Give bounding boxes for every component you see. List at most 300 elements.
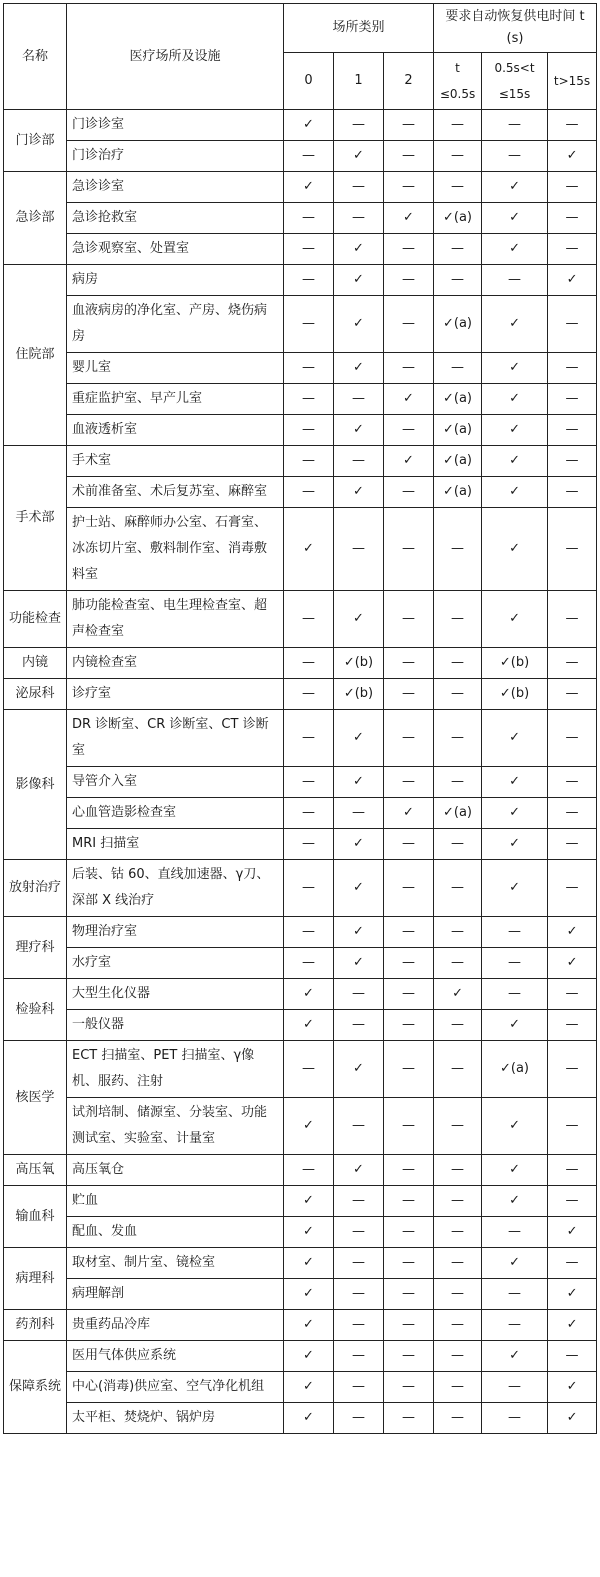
header-class-0: 0 [284,53,334,110]
mark-cell: — [434,110,482,141]
mark-cell: ✓ [482,1186,548,1217]
facility-name: 门诊治疗 [67,141,284,172]
mark-cell: — [384,1098,434,1155]
mark-cell: — [334,1310,384,1341]
mark-cell: ✓ [482,798,548,829]
mark-cell: — [284,648,334,679]
mark-cell: ✓ [284,508,334,591]
mark-cell: — [284,917,334,948]
department-name: 保障系统 [4,1341,67,1434]
mark-cell: — [384,979,434,1010]
facility-name: 取材室、制片室、镜检室 [67,1248,284,1279]
mark-cell: — [384,415,434,446]
facility-name: MRI 扫描室 [67,829,284,860]
mark-cell: ✓ [334,296,384,353]
mark-cell: — [434,353,482,384]
mark-cell: ✓ [334,234,384,265]
mark-cell: — [284,265,334,296]
mark-cell: — [384,477,434,508]
mark-cell: — [548,829,597,860]
mark-cell: — [284,710,334,767]
facility-name: 婴儿室 [67,353,284,384]
table-row [4,1403,597,1434]
department-name: 放射治疗 [4,860,67,917]
mark-cell: — [384,1010,434,1041]
mark-cell: — [284,1155,334,1186]
mark-cell: — [384,265,434,296]
mark-cell: — [334,1248,384,1279]
table-row [4,1279,597,1310]
mark-cell: — [334,1372,384,1403]
mark-cell: — [434,1279,482,1310]
mark-cell: ✓ [334,948,384,979]
mark-cell: — [284,384,334,415]
mark-cell: ✓ [482,384,548,415]
mark-cell: ✓ [482,415,548,446]
table-row [4,1310,597,1341]
table-row [4,1248,597,1279]
mark-cell: ✓ [482,591,548,648]
mark-cell: — [384,1341,434,1372]
table-row [4,384,597,415]
mark-cell: — [334,508,384,591]
mark-cell: — [434,1310,482,1341]
mark-cell: — [384,767,434,798]
mark-cell: — [334,1010,384,1041]
facility-name: 导管介入室 [67,767,284,798]
mark-cell: ✓ [434,979,482,1010]
mark-cell: — [434,829,482,860]
mark-cell: — [482,1372,548,1403]
mark-cell: ✓ [482,1098,548,1155]
facility-name: 一般仪器 [67,1010,284,1041]
table-row [4,979,597,1010]
mark-cell: — [384,296,434,353]
mark-cell: ✓ [482,477,548,508]
mark-cell: ✓ [548,948,597,979]
facility-name: 心血管造影检查室 [67,798,284,829]
department-name: 泌尿科 [4,679,67,710]
mark-cell: — [548,979,597,1010]
mark-cell: ✓ [548,1279,597,1310]
mark-cell: — [384,860,434,917]
table-row [4,203,597,234]
mark-cell: — [384,1372,434,1403]
mark-cell: — [548,1186,597,1217]
mark-cell: ✓ [284,1372,334,1403]
mark-cell: ✓ [384,446,434,477]
mark-cell: ✓ [284,1248,334,1279]
mark-cell: — [384,508,434,591]
mark-cell: — [434,1041,482,1098]
mark-cell: — [284,141,334,172]
facility-name: 大型生化仪器 [67,979,284,1010]
mark-cell: — [482,1310,548,1341]
facility-name: 病理解剖 [67,1279,284,1310]
mark-cell: — [548,1155,597,1186]
table-row [4,829,597,860]
header-class-2: 2 [384,53,434,110]
mark-cell: ✓ [548,141,597,172]
mark-cell: ✓ [334,265,384,296]
mark-cell: — [334,1279,384,1310]
mark-cell: — [384,110,434,141]
mark-cell: — [434,767,482,798]
mark-cell: — [334,446,384,477]
mark-cell: — [384,353,434,384]
mark-cell: — [384,648,434,679]
mark-cell: — [384,679,434,710]
facility-name: 物理治疗室 [67,917,284,948]
department-name: 急诊部 [4,172,67,265]
table-row [4,296,597,353]
header-row-1 [4,4,597,53]
mark-cell: — [384,141,434,172]
table-row [4,917,597,948]
table-row [4,110,597,141]
department-name: 核医学 [4,1041,67,1155]
facility-name: 贮血 [67,1186,284,1217]
mark-cell: — [548,203,597,234]
mark-cell: — [482,141,548,172]
mark-cell: — [434,917,482,948]
mark-cell: — [384,1155,434,1186]
facility-name: 内镜检查室 [67,648,284,679]
mark-cell: — [434,679,482,710]
mark-cell: ✓(a) [434,296,482,353]
mark-cell: — [284,296,334,353]
department-name: 门诊部 [4,110,67,172]
department-name: 手术部 [4,446,67,591]
mark-cell: — [548,234,597,265]
mark-cell: — [284,477,334,508]
facility-name: 重症监护室、早产儿室 [67,384,284,415]
mark-cell: ✓(a) [434,477,482,508]
mark-cell: ✓ [482,203,548,234]
mark-cell: — [284,767,334,798]
table-row [4,141,597,172]
table-row [4,446,597,477]
department-name: 检验科 [4,979,67,1041]
header-facility: 医疗场所及设施 [67,4,284,110]
facility-name: 肺功能检查室、电生理检查室、超声检查室 [67,591,284,648]
mark-cell: ✓ [482,172,548,203]
power-supply-table [3,3,597,1434]
mark-cell: — [384,829,434,860]
mark-cell: — [384,1279,434,1310]
mark-cell: — [434,508,482,591]
table-row [4,591,597,648]
table-row [4,477,597,508]
facility-name: 太平柜、焚烧炉、锅炉房 [67,1403,284,1434]
mark-cell: ✓ [284,1010,334,1041]
department-name: 住院部 [4,265,67,446]
table-row [4,1041,597,1098]
mark-cell: ✓ [334,1155,384,1186]
mark-cell: ✓ [334,767,384,798]
mark-cell: — [284,234,334,265]
table-row [4,860,597,917]
mark-cell: — [548,384,597,415]
facility-name: 手术室 [67,446,284,477]
mark-cell: ✓(a) [434,203,482,234]
table-row [4,1186,597,1217]
mark-cell: — [548,860,597,917]
mark-cell: — [548,1248,597,1279]
mark-cell: ✓(b) [334,679,384,710]
table-row [4,648,597,679]
mark-cell: — [384,1217,434,1248]
facility-name: ECT 扫描室、PET 扫描室、γ像机、服药、注射 [67,1041,284,1098]
table-row [4,508,597,591]
mark-cell: ✓ [482,767,548,798]
facility-name: 病房 [67,265,284,296]
mark-cell: — [384,1248,434,1279]
facility-name: 高压氧仓 [67,1155,284,1186]
mark-cell: — [434,1372,482,1403]
mark-cell: — [548,591,597,648]
mark-cell: — [548,508,597,591]
mark-cell: ✓ [284,1341,334,1372]
department-name: 高压氧 [4,1155,67,1186]
table-row [4,679,597,710]
header-time-3: t>15s [548,53,597,110]
mark-cell: — [548,1098,597,1155]
mark-cell: — [434,1155,482,1186]
mark-cell: ✓ [334,477,384,508]
mark-cell: — [284,1041,334,1098]
mark-cell: ✓(b) [482,648,548,679]
mark-cell: ✓ [334,829,384,860]
table-row [4,234,597,265]
mark-cell: — [548,353,597,384]
mark-cell: — [548,1041,597,1098]
header-restore-time: 要求自动恢复供电时间 t (s) [434,4,597,53]
mark-cell: — [384,710,434,767]
mark-cell: — [548,172,597,203]
mark-cell: — [334,110,384,141]
mark-cell: ✓ [284,1217,334,1248]
department-name: 功能检查 [4,591,67,648]
mark-cell: — [334,1341,384,1372]
table-row [4,415,597,446]
mark-cell: ✓ [482,1248,548,1279]
mark-cell: ✓ [482,296,548,353]
department-name: 影像科 [4,710,67,860]
mark-cell: — [334,1098,384,1155]
mark-cell: — [482,265,548,296]
mark-cell: ✓ [384,384,434,415]
mark-cell: ✓ [284,1310,334,1341]
mark-cell: ✓ [284,1403,334,1434]
mark-cell: — [548,477,597,508]
mark-cell: ✓ [482,508,548,591]
mark-cell: ✓ [284,979,334,1010]
mark-cell: — [548,679,597,710]
mark-cell: — [284,798,334,829]
mark-cell: ✓ [284,1098,334,1155]
header-time-2: 0.5s<t ≤15s [482,53,548,110]
mark-cell: — [434,710,482,767]
mark-cell: — [548,446,597,477]
mark-cell: ✓ [548,1403,597,1434]
mark-cell: — [434,1248,482,1279]
mark-cell: ✓ [384,203,434,234]
mark-cell: ✓ [482,1341,548,1372]
facility-name: 水疗室 [67,948,284,979]
mark-cell: ✓ [482,1010,548,1041]
table-row [4,353,597,384]
facility-name: 急诊诊室 [67,172,284,203]
table-row [4,1010,597,1041]
mark-cell: ✓ [334,415,384,446]
mark-cell: — [284,591,334,648]
mark-cell: — [434,1010,482,1041]
mark-cell: — [284,203,334,234]
mark-cell: — [284,679,334,710]
facility-name: 试剂培制、储源室、分装室、功能测试室、实验室、计量室 [67,1098,284,1155]
mark-cell: — [548,1341,597,1372]
mark-cell: — [384,1041,434,1098]
department-name: 药剂科 [4,1310,67,1341]
mark-cell: ✓ [548,265,597,296]
mark-cell: — [482,1217,548,1248]
mark-cell: — [334,172,384,203]
mark-cell: ✓ [334,353,384,384]
mark-cell: — [384,172,434,203]
mark-cell: — [434,1186,482,1217]
mark-cell: ✓ [334,591,384,648]
mark-cell: — [482,1279,548,1310]
mark-cell: — [334,203,384,234]
facility-name: 血液病房的净化室、产房、烧伤病房 [67,296,284,353]
mark-cell: — [384,1403,434,1434]
mark-cell: — [482,948,548,979]
mark-cell: — [284,415,334,446]
mark-cell: ✓ [482,353,548,384]
mark-cell: ✓(a) [482,1041,548,1098]
facility-name: 配血、发血 [67,1217,284,1248]
header-class-1: 1 [334,53,384,110]
mark-cell: — [548,767,597,798]
facility-name: 贵重药品冷库 [67,1310,284,1341]
mark-cell: — [548,296,597,353]
table-row [4,767,597,798]
mark-cell: — [548,648,597,679]
mark-cell: ✓ [284,110,334,141]
mark-cell: — [284,353,334,384]
mark-cell: ✓ [334,141,384,172]
mark-cell: — [334,1186,384,1217]
mark-cell: — [434,591,482,648]
facility-name: 急诊抢救室 [67,203,284,234]
mark-cell: ✓ [334,917,384,948]
mark-cell: ✓(b) [334,648,384,679]
department-name: 内镜 [4,648,67,679]
table-row [4,1098,597,1155]
mark-cell: ✓ [384,798,434,829]
mark-cell: ✓(a) [434,384,482,415]
table-row [4,172,597,203]
mark-cell: — [334,1217,384,1248]
mark-cell: ✓ [284,1279,334,1310]
table-row [4,948,597,979]
facility-name: 后装、钴 60、直线加速器、γ刀、深部 X 线治疗 [67,860,284,917]
table-row [4,265,597,296]
facility-name: 术前准备室、术后复苏室、麻醉室 [67,477,284,508]
department-name: 理疗科 [4,917,67,979]
mark-cell: ✓ [548,1372,597,1403]
mark-cell: — [434,1403,482,1434]
mark-cell: — [548,110,597,141]
facility-name: 门诊诊室 [67,110,284,141]
mark-cell: — [434,1341,482,1372]
mark-cell: — [384,591,434,648]
mark-cell: — [434,141,482,172]
mark-cell: — [384,1310,434,1341]
header-time-1: t ≤0.5s [434,53,482,110]
mark-cell: ✓ [482,446,548,477]
facility-name: 血液透析室 [67,415,284,446]
mark-cell: — [334,979,384,1010]
facility-name: 中心(消毒)供应室、空气净化机组 [67,1372,284,1403]
mark-cell: — [434,948,482,979]
mark-cell: — [284,860,334,917]
header-name: 名称 [4,4,67,110]
facility-name: 医用气体供应系统 [67,1341,284,1372]
mark-cell: — [284,446,334,477]
mark-cell: — [434,648,482,679]
mark-cell: ✓(a) [434,446,482,477]
facility-name: DR 诊断室、CR 诊断室、CT 诊断室 [67,710,284,767]
mark-cell: ✓ [548,917,597,948]
mark-cell: — [384,948,434,979]
mark-cell: ✓ [284,172,334,203]
mark-cell: — [284,948,334,979]
mark-cell: — [482,917,548,948]
mark-cell: ✓ [284,1186,334,1217]
header-site-class: 场所类别 [284,4,434,53]
mark-cell: — [334,1403,384,1434]
table-row [4,710,597,767]
mark-cell: — [548,798,597,829]
mark-cell: — [284,829,334,860]
department-name: 病理科 [4,1248,67,1310]
mark-cell: ✓ [482,1155,548,1186]
mark-cell: — [334,384,384,415]
facility-name: 护士站、麻醉师办公室、石膏室、冰冻切片室、敷料制作室、消毒敷料室 [67,508,284,591]
mark-cell: ✓(b) [482,679,548,710]
mark-cell: — [434,860,482,917]
mark-cell: — [334,798,384,829]
mark-cell: — [434,172,482,203]
mark-cell: — [384,1186,434,1217]
mark-cell: ✓ [482,234,548,265]
mark-cell: ✓ [334,860,384,917]
facility-name: 诊疗室 [67,679,284,710]
mark-cell: — [434,265,482,296]
mark-cell: — [434,1217,482,1248]
mark-cell: — [482,1403,548,1434]
mark-cell: ✓(a) [434,415,482,446]
mark-cell: — [482,110,548,141]
mark-cell: ✓ [548,1217,597,1248]
mark-cell: ✓ [548,1310,597,1341]
mark-cell: — [384,917,434,948]
mark-cell: ✓ [482,860,548,917]
mark-cell: — [482,979,548,1010]
mark-cell: ✓ [482,710,548,767]
